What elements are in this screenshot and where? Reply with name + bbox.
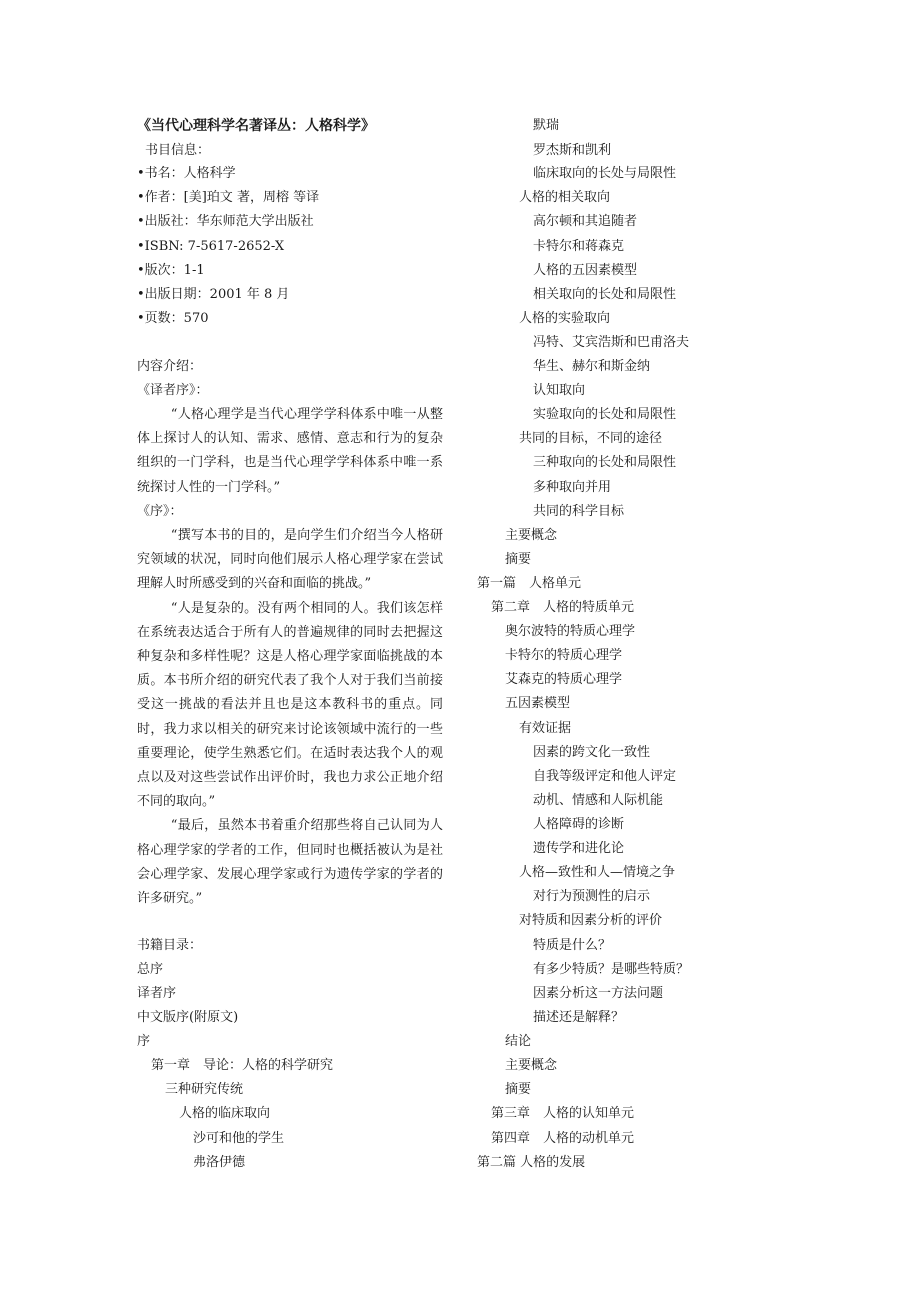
toc-item: 第一篇 人格单元 <box>477 576 582 591</box>
toc-item: 默瑞 <box>533 118 560 133</box>
toc-item: 卡特尔的特质心理学 <box>505 648 623 663</box>
info-heading: 书目信息： <box>145 143 211 158</box>
intro-heading: 内容介绍： <box>137 359 203 374</box>
book-title: 《当代心理科学名著译丛：人格科学》 <box>137 118 375 134</box>
toc-item: 描述还是解释？ <box>533 1010 625 1025</box>
toc-item: 第四章 人格的动机单元 <box>491 1131 635 1146</box>
toc-item: 译者序 <box>137 986 177 1001</box>
preface-quote-1: “撰写本书的目的，是向学生们介绍当今人格研究领域的状况，同时向他们展示人格心理学家在尝试理解人时所感受到的兴奋和面临的挑战。” <box>137 528 443 592</box>
toc-item: 华生、赫尔和斯金纳 <box>533 359 651 374</box>
preface-quote-3: “最后，虽然本书着重介绍那些将自己认同为人格心理学家的学者的工作，但同时也概括被认为是社会心理学家、发展心理学家或行为遗传学家的学者的许多研究。” <box>137 818 443 907</box>
toc-item: 三种取向的长处和局限性 <box>533 455 677 470</box>
toc-item: 第二篇 人格的发展 <box>477 1155 586 1170</box>
toc-item: 共同的目标，不同的途径 <box>519 431 663 446</box>
toc-item: 主要概念 <box>505 528 558 543</box>
toc-item: 人格—致性和人—情境之争 <box>519 865 676 880</box>
toc-item: 冯特、艾宾浩斯和巴甫洛夫 <box>533 335 690 350</box>
translator-preface-heading: 《译者序》： <box>137 383 209 398</box>
toc-item: 临床取向的长处与局限性 <box>533 166 677 181</box>
toc-item: 结论 <box>505 1034 532 1049</box>
toc-item: 多种取向并用 <box>533 480 612 495</box>
preface-heading: 《序》： <box>137 504 183 519</box>
toc-item: 遗传学和进化论 <box>533 841 625 856</box>
toc-item: 沙可和他的学生 <box>193 1131 285 1146</box>
toc-item: 奥尔波特的特质心理学 <box>505 624 636 639</box>
toc-item: 主要概念 <box>505 1058 558 1073</box>
toc-item: 人格障碍的诊断 <box>533 817 625 832</box>
toc-item: 共同的科学目标 <box>533 504 625 519</box>
toc-item: 因素分析这一方法问题 <box>533 986 664 1001</box>
toc-item: 五因素模型 <box>505 696 571 711</box>
toc-item: 人格的临床取向 <box>179 1106 271 1121</box>
info-isbn: •ISBN: 7-5617-2652-X <box>137 239 285 254</box>
toc-item: 对行为预测性的启示 <box>533 889 651 904</box>
toc-item: 特质是什么？ <box>533 938 612 953</box>
toc-item: 艾森克的特质心理学 <box>505 672 623 687</box>
toc-heading: 书籍目录： <box>137 938 203 953</box>
toc-item: 摘要 <box>505 1082 532 1097</box>
toc-item: 因素的跨文化一致性 <box>533 745 651 760</box>
toc-item: 人格的实验取向 <box>519 311 611 326</box>
toc-item: 认知取向 <box>533 383 586 398</box>
toc-item: 罗杰斯和凯利 <box>533 143 612 158</box>
info-publisher: •出版社：华东师范大学出版社 <box>137 214 314 229</box>
toc-item: 自我等级评定和他人评定 <box>533 769 677 784</box>
toc-item: 第一章 导论：人格的科学研究 <box>151 1058 334 1073</box>
toc-item: 高尔顿和其追随者 <box>533 214 638 229</box>
toc-item: 摘要 <box>505 552 532 567</box>
translator-quote: “人格心理学是当代心理学学科体系中唯一从整体上探讨人的认知、需求、感情、意志和行为的复杂组织的一门学科，也是当代心理学学科体系中唯一系统探讨人性的一门学科。” <box>137 407 443 495</box>
toc-item: 弗洛伊德 <box>193 1155 246 1170</box>
toc-item: 有效证据 <box>519 721 572 736</box>
toc-item: 第二章 人格的特质单元 <box>491 600 635 615</box>
info-edition: •版次：1-1 <box>137 263 205 278</box>
toc-item: 卡特尔和蒋森克 <box>533 239 625 254</box>
info-date: •出版日期：2001 年 8 月 <box>137 287 290 302</box>
toc-item: 有多少特质？是哪些特质？ <box>533 962 690 977</box>
preface-quote-2: “人是复杂的。没有两个相同的人。我们该怎样在系统表达适合于所有人的普遍规律的同时去把握这种复杂和多样性呢？这是人格心理学家面临挑战的本质。本书所介绍的研究代表了我个人对于我们当前接受这一挑战的看法并且也是这本教科书的重点。同时，我力求以相关的研究来讨论该领域中流行的一些重要理论，使学生熟悉它们。在适时表达我个人的观点以及对这些尝试作出评价时，我也力求公正地介绍不同的取向。” <box>137 600 443 810</box>
toc-item: 人格的五因素模型 <box>533 263 638 278</box>
toc-item: 三种研究传统 <box>165 1082 244 1097</box>
toc-item: 实验取向的长处和局限性 <box>533 407 677 422</box>
info-title: •书名：人格科学 <box>137 166 236 181</box>
toc-item: 总序 <box>137 962 164 977</box>
info-pages: •页数：570 <box>137 311 209 326</box>
toc-item: 相关取向的长处和局限性 <box>533 287 677 302</box>
toc-item: 动机、情感和人际机能 <box>533 793 664 808</box>
info-author: •作者：[美]珀文 著，周榕 等译 <box>137 190 320 205</box>
toc-item: 中文版序(附原文) <box>137 1010 239 1025</box>
toc-item: 序 <box>137 1034 151 1049</box>
toc-item: 第三章 人格的认知单元 <box>491 1106 635 1121</box>
toc-item: 对特质和因素分析的评价 <box>519 913 663 928</box>
toc-item: 人格的相关取向 <box>519 190 611 205</box>
